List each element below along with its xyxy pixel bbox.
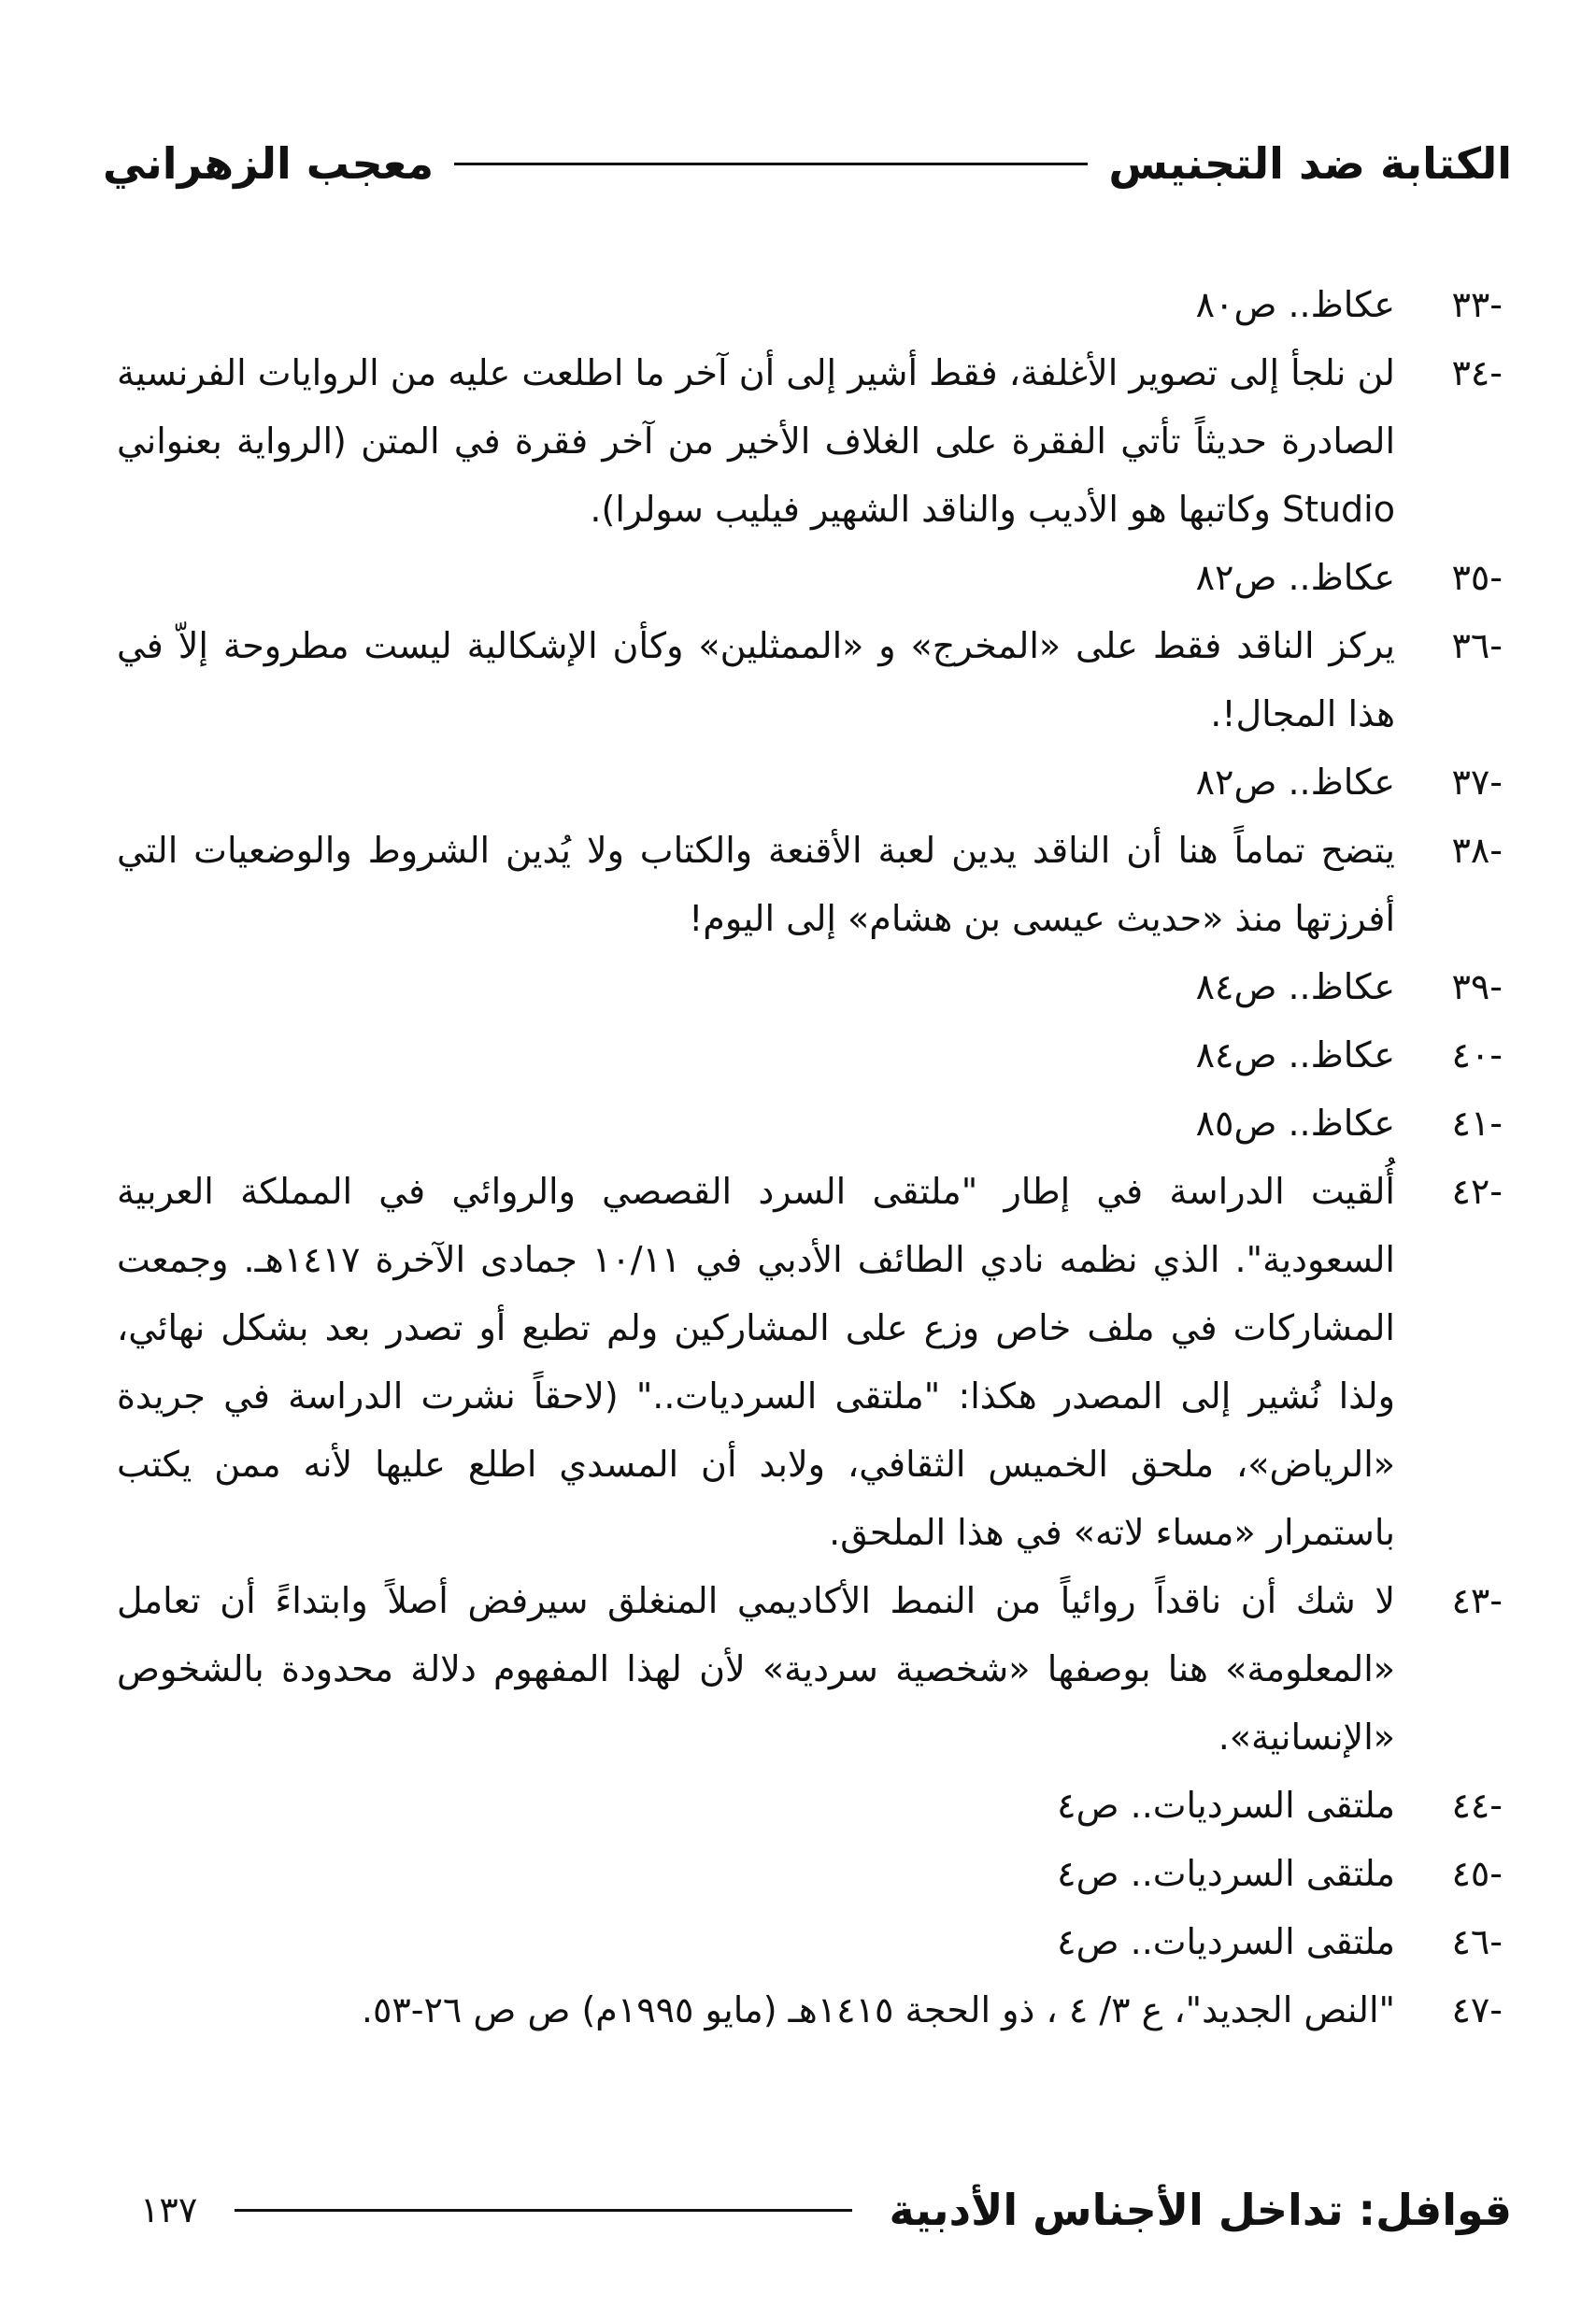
endnote (117, 1772, 1503, 1840)
author-name: معجب الزهراني (103, 138, 435, 189)
endnote-number: -٣٩ (1451, 966, 1503, 1007)
endnote-text: يتضح تماماً هنا أن الناقد يدين لعبة الأقنعة والكتاب ولا يُدين الشروط والوضعيات التي أفرزتها منذ «حديث عيسى بن هشام» إلى اليوم! (117, 830, 1395, 939)
endnote-number: -٣٤ (1451, 352, 1503, 393)
book-title: قوافل: تداخل الأجناس الأدبية (889, 2185, 1512, 2235)
endnote (117, 748, 1503, 817)
endnote-number: -٣٥ (1451, 557, 1503, 598)
endnote (117, 1021, 1503, 1090)
endnote-text: عكاظ.. ص٨٢ (1195, 557, 1395, 598)
endnote-number: -٤٢ (1451, 1171, 1503, 1212)
page-number: ١٣٧ (140, 2189, 198, 2230)
running-footer (140, 2177, 1512, 2243)
endnote-text: لا شك أن ناقداً روائياً من النمط الأكاديمي المنغلق سيرفض أصلاً وابتداءً أن تعامل «المعلومة» هنا بوصفها «شخصية سردية» لأن لهذا المفهوم دلالة محدودة بالشخوص «الإنسانية». (117, 1580, 1395, 1758)
endnote-number: -٤٦ (1451, 1921, 1503, 1962)
endnote-number: -٤٣ (1451, 1580, 1503, 1621)
endnote-text: أُلقيت الدراسة في إطار "ملتقى السرد القصصي والروائي في المملكة العربية السعودية". الذي نظمه نادي الطائف الأدبي في ١٠/١١ جمادى الآخرة ١٤١٧هـ. وجمعت المشاركات في ملف خاص وزع على المشاركين ولم تطبع أو تصدر بعد بشكل نهائي، ولذا نُشير إلى المصدر هكذا: "ملتقى السرديات.." (لاحقاً نشرت الدراسة في جريدة «الرياض»، ملحق الخميس الثقافي، ولابد أن المسدي اطلع عليها لأنه ممن يكتب باستمرار «مساء لاته» في هذا الملحق. (117, 1171, 1395, 1553)
endnote-number: -٤٤ (1451, 1785, 1503, 1826)
endnote (117, 1090, 1503, 1158)
endnote (117, 817, 1503, 953)
endnote (117, 612, 1503, 748)
endnote-number: -٤٠ (1451, 1034, 1503, 1076)
endnote-number: -٣٨ (1451, 830, 1503, 871)
chapter-title: الكتابة ضد التجنيس (1108, 138, 1512, 189)
endnote (117, 271, 1503, 339)
endnote-text: "النص الجديد"، ع ٣/ ٤ ، ذو الحجة ١٤١٥هـ (مايو ١٩٩٥م) ص ص ٢٦-٥٣. (361, 1989, 1395, 2030)
endnote-text: عكاظ.. ص٨٢ (1195, 762, 1395, 803)
endnote (117, 1158, 1503, 1567)
endnote-text: عكاظ.. ص٨٠ (1195, 284, 1395, 325)
endnote (117, 1567, 1503, 1772)
endnote (117, 1976, 1503, 2044)
endnote-text: عكاظ.. ص٨٥ (1195, 1103, 1395, 1144)
endnote-number: -٣٦ (1451, 625, 1503, 666)
endnote-text: لن نلجأ إلى تصوير الأغلفة، فقط أشير إلى أن آخر ما اطلعت عليه من الروايات الفرنسية الصادرة حديثاً تأتي الفقرة على الغلاف الأخير من آخر فقرة في المتن (الرواية بعنواني Studio وكاتبها هو الأديب والناقد الشهير فيليب سولرا). (117, 352, 1395, 530)
endnote-text: عكاظ.. ص٨٤ (1195, 966, 1395, 1007)
endnote-text: ملتقى السرديات.. ص٤ (1057, 1785, 1395, 1826)
endnote (117, 953, 1503, 1021)
running-header (103, 131, 1512, 196)
endnote-number: -٣٧ (1451, 762, 1503, 803)
footer-rule (235, 2209, 851, 2212)
endnote-number: -٤٧ (1451, 1989, 1503, 2030)
endnote (117, 1908, 1503, 1976)
endnote-text: ملتقى السرديات.. ص٤ (1057, 1921, 1395, 1962)
endnote-number: -٣٣ (1451, 284, 1503, 325)
endnote-text: يركز الناقد فقط على «المخرج» و «الممثلين» وكأن الإشكالية ليست مطروحة إلاّ في هذا المجال!. (117, 625, 1395, 734)
endnote (117, 1840, 1503, 1908)
endnote-text: عكاظ.. ص٨٤ (1195, 1034, 1395, 1076)
endnote (117, 339, 1503, 544)
endnotes-list (117, 271, 1503, 2044)
header-rule (454, 163, 1088, 165)
endnote (117, 544, 1503, 612)
endnote-text: ملتقى السرديات.. ص٤ (1057, 1853, 1395, 1894)
endnote-number: -٤١ (1451, 1103, 1503, 1144)
endnote-number: -٤٥ (1451, 1853, 1503, 1894)
